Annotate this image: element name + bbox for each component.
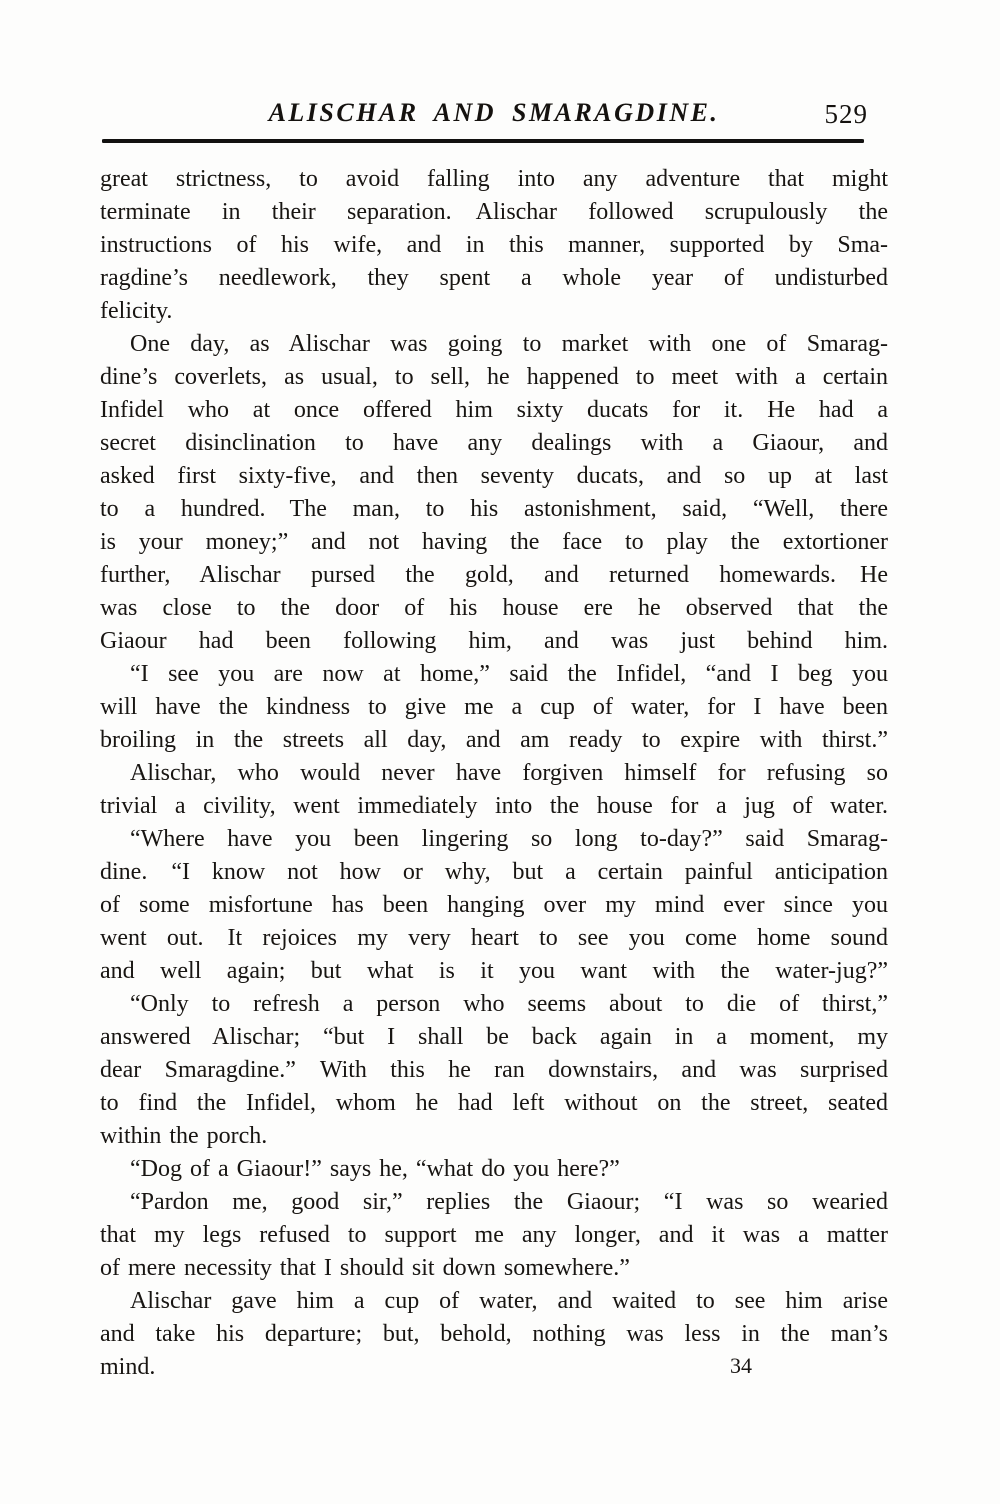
paragraph: [100, 328, 888, 658]
text-line: dine’s coverlets, as usual, to sell, he happened to meet with a certain: [100, 364, 888, 390]
text-line: answered Alischar; “but I shall be back again in a moment, my: [100, 1024, 888, 1050]
text-line: “Pardon me, good sir,” replies the Giaour; “I was so wearied: [130, 1189, 888, 1215]
page-title: ALISCHAR AND SMARAGDINE.: [268, 98, 720, 127]
paragraph: [100, 658, 888, 757]
text-line: “Where have you been lingering so long to-day?” said Smarag-: [130, 826, 888, 852]
paragraph: [100, 1153, 888, 1186]
text-line: mind. 34: [100, 1351, 888, 1384]
text-line: dear Smaragdine.” With this he ran downstairs, and was surprised: [100, 1057, 888, 1083]
signature-mark: 34: [730, 1353, 752, 1378]
paragraph: [100, 1186, 888, 1285]
text-line: asked first sixty-five, and then seventy ducats, and so up at last: [100, 463, 888, 489]
text-line: within the porch.: [100, 1123, 268, 1149]
text-line: ragdine’s needlework, they spent a whole year of undisturbed: [100, 265, 888, 291]
paragraph: [100, 823, 888, 988]
text-line: Alischar gave him a cup of water, and waited to see him arise: [130, 1288, 888, 1314]
text-line: of some misfortune has been hanging over my mind ever since you: [100, 892, 888, 918]
header-divider-rule: [102, 139, 864, 143]
paragraph: [100, 757, 888, 823]
text-line: to find the Infidel, whom he had left without on the street, seated: [100, 1090, 888, 1116]
text-line: of mere necessity that I should sit down somewhere.”: [100, 1255, 630, 1281]
text-line: secret disinclination to have any dealings with a Giaour, and: [100, 430, 888, 456]
text-line: “Only to refresh a person who seems about to die of thirst,”: [130, 991, 888, 1017]
text-line: Infidel who at once offered him sixty ducats for it. He had a: [100, 397, 888, 423]
text-line: to a hundred. The man, to his astonishment, said, “Well, there: [100, 496, 888, 522]
text-line: that my legs refused to support me any longer, and it was a matter: [100, 1222, 888, 1248]
text-line: and well again; but what is it you want with the water-jug?”: [100, 958, 888, 984]
text-line: was close to the door of his house ere he observed that the: [100, 595, 888, 621]
text-line: great strictness, to avoid falling into any adventure that might: [100, 166, 888, 192]
text-line: dine. “I know not how or why, but a certain painful anticipation: [100, 859, 888, 885]
text-line: trivial a civility, went immediately into the house for a jug of water.: [100, 793, 888, 819]
text-line: Giaour had been following him, and was just behind him.: [100, 628, 888, 654]
text-line: instructions of his wife, and in this manner, supported by Sma-: [100, 232, 888, 258]
text-line: and take his departure; but, behold, nothing was less in the man’s: [100, 1321, 888, 1347]
text-line: further, Alischar pursed the gold, and returned homewards. He: [100, 562, 888, 588]
text-line: felicity.: [100, 298, 173, 324]
text-line: terminate in their separation. Alischar followed scrupulously the: [100, 199, 888, 225]
paragraph: [100, 163, 888, 328]
text-block: [100, 163, 888, 1384]
text-line: will have the kindness to give me a cup of water, for I have been: [100, 694, 888, 720]
text-line: is your money;” and not having the face to play the extortioner: [100, 529, 888, 555]
paragraph: [100, 1285, 888, 1384]
text-line: went out. It rejoices my very heart to see you come home sound: [100, 925, 888, 951]
text-line: broiling in the streets all day, and am ready to expire with thirst.”: [100, 727, 888, 753]
text-line: Alischar, who would never have forgiven himself for refusing so: [130, 760, 888, 786]
text-line: One day, as Alischar was going to market with one of Smarag-: [130, 331, 888, 357]
text-line: “I see you are now at home,” said the Infidel, “and I beg you: [130, 661, 888, 687]
text-line: “Dog of a Giaour!” says he, “what do you here?”: [130, 1156, 620, 1182]
page-number: 529: [824, 99, 868, 129]
paragraph: [100, 988, 888, 1153]
running-header: [100, 98, 888, 134]
